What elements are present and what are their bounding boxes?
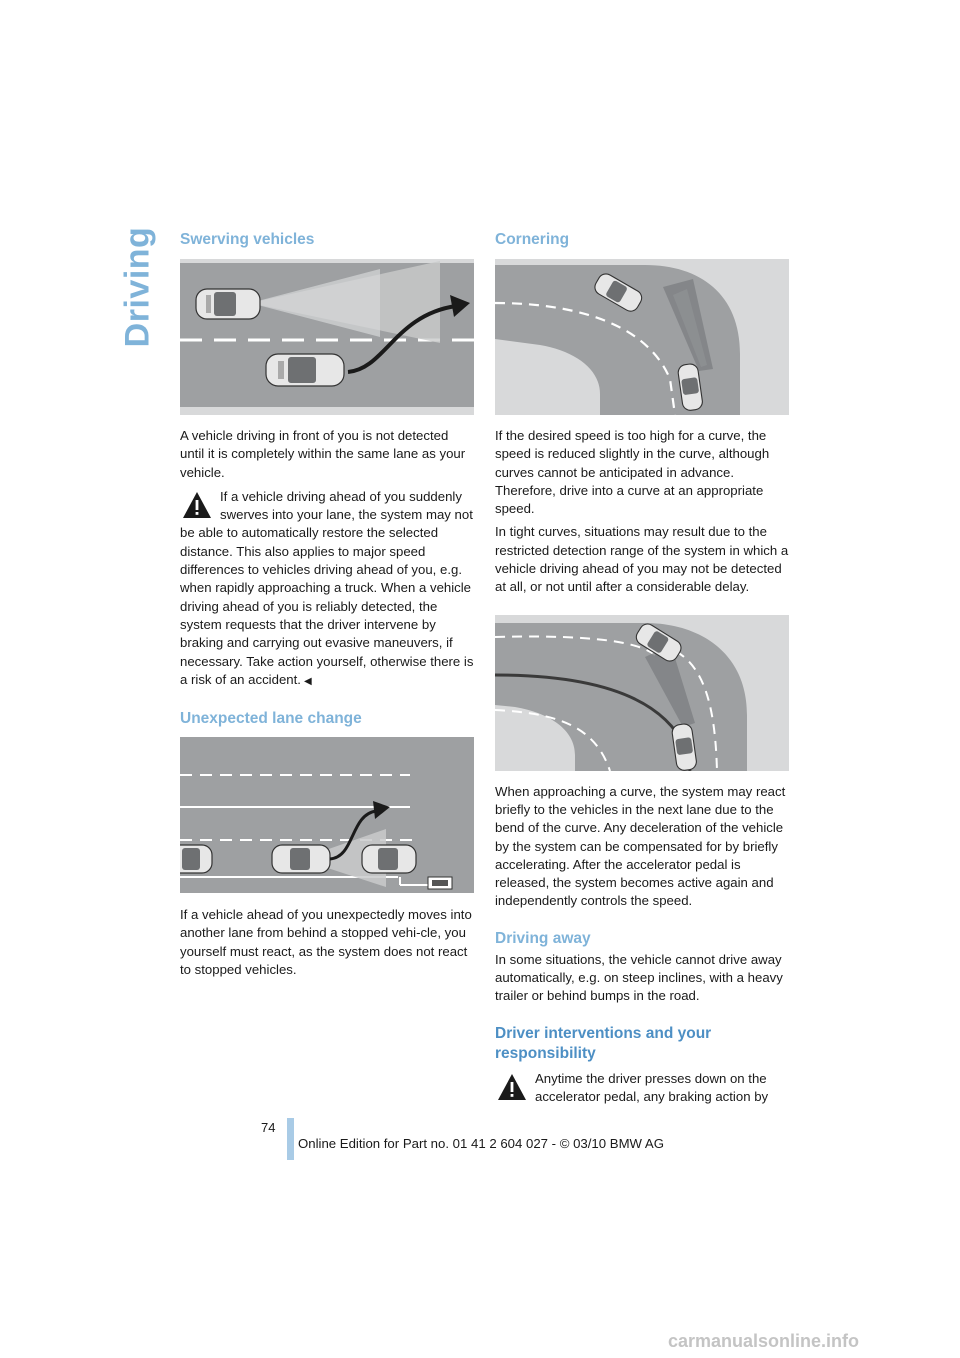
cornering-illustration-2 bbox=[495, 615, 789, 771]
heading-cornering: Cornering bbox=[495, 231, 570, 248]
page-number: 74 bbox=[261, 1120, 276, 1135]
end-of-warning-mark: ◀ bbox=[303, 675, 312, 687]
paragraph-driver-warning: Anytime the driver presses down on the accelerator pedal, any braking action by bbox=[535, 1070, 769, 1104]
paragraph-swerving: A vehicle driving in front of you is not detected until it is completely within the same lane as your vehicle. bbox=[180, 428, 466, 480]
warning-triangle-icon bbox=[182, 490, 212, 520]
warning-driver bbox=[495, 1070, 789, 1107]
section-title: Driving bbox=[118, 226, 157, 348]
paragraph-cornering-2: In tight curves, situations may result due to the restricted detection range of the system in which a vehicle driving ahead of you may not be detected at all, or not until after a considerable delay. bbox=[495, 524, 789, 595]
footer-accent-bar bbox=[287, 1118, 294, 1160]
figure-cornering-1 bbox=[495, 259, 789, 415]
figure-swerving-vehicles bbox=[180, 259, 474, 415]
left-column bbox=[180, 230, 474, 979]
footer-edition: Online Edition for Part no. 01 41 2 604 027 - © 03/10 BMW AG bbox=[298, 1136, 664, 1151]
heading-driver-interventions: Driver interventions and your responsibility bbox=[495, 1024, 712, 1062]
heading-unexpected-lane-change: Unexpected lane change bbox=[180, 710, 362, 728]
paragraph-unexpected: If a vehicle ahead of you unexpectedly moves into another lane from behind a stopped vehi-cle, you yourself must react, as the system does not react to stopped vehicles. bbox=[180, 907, 472, 978]
figure-cornering-2 bbox=[495, 615, 789, 771]
watermark: carmanualsonline.info bbox=[668, 1331, 860, 1351]
heading-swerving-vehicles: Swerving vehicles bbox=[180, 231, 315, 248]
paragraph-cornering-1: If the desired speed is too high for a curve, the speed is reduced slightly in the curve, although curves cannot be anticipated in advance. Therefore, drive into a curve at an appropriate speed. bbox=[495, 428, 770, 517]
warning-swerving: If a vehicle driving ahead of you suddenly swerves into your lane, the system may not be able to automatically restore the selected distance. This also applies to major speed differences to vehicles driving ahead of you, e.g. when rapidly approaching a truck. When a vehicle driving ahead of you is reliably detected, the system requests that the driver intervene by braking and carrying out evasive maneuvers, if necessary. Take action yourself, otherwise there is a risk of an accident. ◀ bbox=[180, 488, 474, 687]
cornering-illustration-1 bbox=[495, 259, 789, 415]
swerving-vehicles-illustration bbox=[180, 259, 474, 415]
right-column bbox=[495, 230, 789, 1106]
paragraph-cornering-3: When approaching a curve, the system may react briefly to the vehicles in the next lane due to the bend of the curve. Any deceleration of the vehicle by the system can be compensated for by briefly accelerating. After the accelerator pedal is released, the system becomes active again and independently controls the speed. bbox=[495, 783, 786, 909]
heading-driving-away: Driving away bbox=[495, 929, 591, 947]
warning-triangle-icon bbox=[497, 1072, 527, 1102]
figure-unexpected-lane-change bbox=[180, 737, 474, 893]
paragraph-driving-away: In some situations, the vehicle cannot drive away automatically, e.g. on steep inclines, with a heavy trailer or behind bumps in the road. bbox=[495, 951, 783, 1004]
unexpected-lane-change-illustration bbox=[180, 737, 474, 893]
